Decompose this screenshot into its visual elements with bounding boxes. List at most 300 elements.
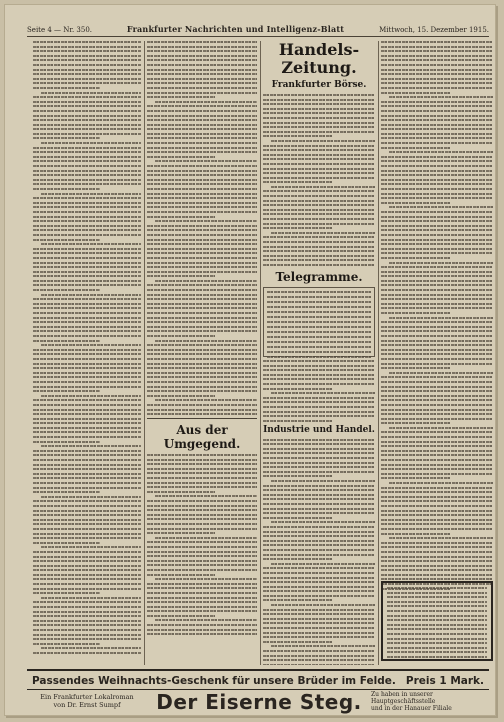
text-line — [381, 73, 493, 75]
text-line — [381, 413, 493, 415]
text-line — [263, 227, 332, 229]
text-line — [33, 147, 141, 149]
article-text — [33, 41, 141, 654]
text-line — [263, 613, 375, 615]
text-line — [263, 581, 375, 583]
text-line — [155, 220, 257, 222]
text-line — [33, 46, 141, 48]
text-line — [33, 220, 141, 222]
text-line — [263, 236, 375, 238]
text-line — [147, 284, 257, 286]
text-line — [147, 569, 257, 571]
text-line — [147, 381, 257, 383]
text-line — [381, 257, 450, 259]
text-line — [147, 463, 257, 465]
text-line — [147, 73, 257, 75]
column-rule — [378, 41, 379, 665]
text-line — [33, 454, 141, 456]
text-line — [381, 344, 493, 346]
text-line — [33, 533, 141, 535]
text-line — [381, 363, 493, 365]
text-line — [33, 638, 141, 640]
text-line — [33, 335, 141, 337]
text-line — [155, 280, 257, 282]
text-line — [147, 514, 257, 516]
text-line — [263, 218, 375, 220]
text-line — [147, 262, 257, 264]
text-line — [263, 411, 375, 413]
text-line — [263, 99, 375, 101]
text-line — [33, 652, 141, 654]
text-line — [33, 124, 141, 126]
text-line — [381, 197, 493, 199]
text-line — [33, 170, 141, 172]
banner-right-line-1: Zu haben in unserer Hauptgeschäftsstelle — [371, 691, 436, 705]
text-line — [263, 145, 375, 147]
text-line — [33, 601, 141, 603]
text-line — [381, 193, 493, 195]
text-line — [33, 303, 141, 305]
text-line — [381, 556, 493, 558]
text-line — [263, 200, 375, 202]
text-line — [33, 353, 141, 355]
text-line — [381, 284, 493, 286]
text-line — [263, 650, 375, 652]
text-line — [147, 294, 257, 296]
text-line — [263, 388, 332, 390]
text-line — [147, 629, 257, 631]
text-line — [263, 378, 375, 380]
text-line — [33, 372, 141, 374]
text-line — [387, 592, 487, 594]
text-line — [147, 69, 257, 71]
text-line — [33, 514, 141, 516]
text-line — [263, 168, 375, 170]
text-line — [33, 643, 100, 645]
text-line — [147, 358, 257, 360]
text-line — [381, 546, 493, 548]
text-line — [147, 206, 257, 208]
text-line — [381, 542, 493, 544]
text-line — [147, 560, 257, 562]
column-rule — [260, 41, 261, 665]
text-line — [33, 183, 141, 185]
text-line — [147, 386, 257, 388]
text-line — [263, 259, 375, 261]
text-line — [263, 108, 375, 110]
text-line — [263, 544, 375, 546]
advertisement-box — [381, 581, 493, 661]
text-line — [263, 401, 375, 403]
text-line — [33, 69, 141, 71]
text-line — [33, 179, 141, 181]
text-line — [381, 477, 450, 479]
newspaper-page — [4, 4, 496, 716]
text-line — [33, 574, 141, 576]
text-line — [33, 340, 100, 342]
text-line — [263, 609, 375, 611]
text-line — [33, 317, 141, 319]
text-line — [147, 193, 257, 195]
text-line — [381, 335, 493, 337]
text-line — [381, 202, 450, 204]
text-line — [147, 518, 257, 520]
text-line — [147, 468, 257, 470]
text-line — [381, 105, 493, 107]
text-line — [387, 605, 487, 607]
text-line — [147, 257, 257, 259]
text-line — [263, 204, 375, 206]
text-line — [147, 82, 257, 84]
text-line — [267, 321, 371, 323]
text-line — [381, 271, 493, 273]
text-line — [147, 174, 257, 176]
text-line — [33, 418, 141, 420]
text-line — [147, 78, 257, 80]
text-line — [263, 595, 375, 597]
article-text — [263, 360, 375, 422]
text-line — [381, 353, 493, 355]
text-line — [33, 151, 141, 153]
text-line — [263, 439, 375, 441]
text-line — [33, 409, 141, 411]
banner-left-text — [27, 694, 147, 709]
text-line — [33, 73, 141, 75]
text-line — [263, 112, 375, 114]
text-line — [33, 280, 141, 282]
text-line — [147, 610, 257, 612]
text-line — [387, 638, 487, 640]
text-line — [263, 554, 375, 556]
text-line — [147, 372, 257, 374]
text-line — [147, 363, 257, 365]
text-line — [147, 271, 257, 273]
text-line — [33, 239, 100, 241]
text-line — [33, 312, 141, 314]
text-line — [381, 303, 493, 305]
text-line — [155, 619, 257, 621]
text-line — [147, 624, 257, 626]
text-line — [381, 183, 493, 185]
text-line — [147, 546, 257, 548]
text-line — [263, 531, 375, 533]
text-line — [147, 505, 257, 507]
text-line — [147, 41, 257, 43]
text-line — [33, 206, 141, 208]
text-line — [381, 243, 493, 245]
column-4 — [381, 41, 493, 665]
text-line — [147, 119, 257, 121]
text-line — [33, 78, 141, 80]
text-line — [33, 101, 141, 103]
text-line — [33, 188, 100, 190]
text-line — [147, 528, 257, 530]
text-line — [147, 390, 257, 392]
text-line — [147, 583, 257, 585]
text-line — [263, 131, 375, 133]
text-line — [155, 578, 257, 580]
text-line — [263, 590, 375, 592]
text-line — [381, 464, 493, 466]
text-line — [155, 340, 257, 342]
text-line — [147, 409, 257, 411]
text-line — [267, 306, 371, 308]
text-line — [381, 220, 493, 222]
text-line — [389, 372, 493, 374]
text-line — [263, 462, 375, 464]
text-line — [263, 466, 375, 468]
text-line — [381, 239, 493, 241]
text-line — [381, 312, 450, 314]
text-line — [33, 615, 141, 617]
text-line — [33, 523, 141, 525]
banner-headline-text: Passendes Weihnachts-Geschenk für unsere Brüder im Felde. — [31, 675, 396, 687]
banner-price: Preis 1 Mark. — [405, 675, 485, 687]
text-line — [381, 165, 493, 167]
text-line — [33, 64, 141, 66]
text-line — [381, 147, 450, 149]
text-line — [33, 50, 141, 52]
text-line — [263, 177, 375, 179]
text-line — [155, 495, 257, 497]
text-line — [33, 620, 141, 622]
banner-title: Der Eiserne Steg. — [156, 689, 362, 714]
text-line — [33, 271, 141, 273]
text-line — [33, 386, 141, 388]
text-line — [33, 560, 141, 562]
text-line — [147, 64, 257, 66]
text-line — [147, 395, 215, 397]
text-line — [267, 331, 371, 333]
article-text — [147, 41, 257, 415]
text-line — [147, 147, 257, 149]
text-line — [381, 500, 493, 502]
text-line — [263, 397, 375, 399]
text-line — [381, 234, 493, 236]
text-line — [33, 404, 141, 406]
text-line — [41, 92, 141, 94]
text-line — [263, 655, 375, 657]
text-line — [33, 510, 141, 512]
text-line — [33, 399, 141, 401]
text-line — [147, 532, 215, 534]
text-line — [381, 64, 493, 66]
text-line — [381, 294, 493, 296]
text-line — [147, 317, 257, 319]
text-line — [147, 96, 215, 98]
text-line — [33, 262, 141, 264]
text-line — [147, 234, 257, 236]
text-line — [41, 142, 141, 144]
text-line — [33, 211, 141, 213]
text-line — [147, 615, 215, 617]
text-line — [271, 521, 375, 523]
page-number: Seite 4 — Nr. 350. — [27, 26, 92, 34]
subheading-telegramme: Telegramme. — [275, 269, 363, 284]
article-text — [263, 439, 375, 665]
text-line — [387, 596, 487, 598]
text-line — [263, 535, 375, 537]
text-line — [147, 110, 257, 112]
text-line — [33, 436, 141, 438]
text-line — [33, 307, 141, 309]
text-line — [147, 170, 257, 172]
text-line — [381, 128, 493, 130]
text-line — [381, 307, 493, 309]
text-line — [381, 367, 450, 369]
text-line — [147, 592, 257, 594]
text-line — [147, 55, 257, 57]
text-line — [381, 78, 493, 80]
text-line — [147, 266, 257, 268]
text-line — [271, 186, 375, 188]
text-line — [263, 485, 375, 487]
text-line — [263, 209, 375, 211]
text-line — [147, 59, 257, 61]
text-line — [33, 542, 100, 544]
text-line — [381, 404, 493, 406]
text-line — [271, 480, 375, 482]
text-line — [33, 87, 100, 89]
text-line — [263, 420, 332, 422]
text-line — [381, 110, 493, 112]
text-line — [263, 117, 375, 119]
text-line — [41, 395, 141, 397]
text-line — [263, 360, 375, 362]
text-line — [147, 477, 257, 479]
text-line — [33, 82, 141, 84]
text-line — [389, 151, 493, 153]
stock-table — [263, 287, 375, 357]
text-line — [263, 512, 375, 514]
text-line — [381, 160, 493, 162]
text-line — [381, 395, 493, 397]
text-line — [33, 363, 141, 365]
text-line — [155, 537, 257, 539]
text-line — [381, 119, 493, 121]
text-line — [381, 574, 493, 576]
text-line — [381, 46, 493, 48]
text-line — [147, 491, 215, 493]
text-line — [387, 587, 487, 589]
text-line — [267, 351, 371, 353]
text-line — [381, 386, 493, 388]
text-line — [33, 96, 141, 98]
text-line — [267, 291, 371, 293]
text-line — [381, 399, 493, 401]
text-line — [381, 459, 493, 461]
text-line — [33, 349, 141, 351]
text-line — [381, 55, 493, 57]
text-line — [381, 349, 493, 351]
text-line — [263, 641, 332, 643]
text-line — [381, 87, 493, 89]
text-line — [381, 124, 493, 126]
text-line — [267, 326, 371, 328]
text-line — [41, 243, 141, 245]
text-line — [33, 565, 141, 567]
text-line — [381, 115, 493, 117]
column-1 — [33, 41, 141, 665]
text-line — [387, 610, 487, 612]
text-line — [147, 551, 257, 553]
article-text — [381, 41, 493, 590]
banner-right-line-2: und in der Hanauer Filiale — [371, 705, 452, 712]
text-line — [381, 496, 493, 498]
banner-body — [27, 689, 489, 713]
text-line — [263, 599, 332, 601]
text-line — [263, 415, 375, 417]
text-line — [267, 336, 371, 338]
text-line — [33, 634, 141, 636]
text-line — [263, 517, 332, 519]
text-line — [263, 526, 375, 528]
text-line — [155, 160, 257, 162]
text-line — [33, 468, 141, 470]
text-line — [147, 197, 257, 199]
text-line — [381, 519, 493, 521]
text-line — [147, 151, 257, 153]
text-line — [33, 55, 141, 57]
text-line — [147, 50, 257, 52]
subheading-boerse: Frankfurter Börse. — [271, 80, 367, 90]
text-line — [33, 248, 141, 250]
text-line — [33, 156, 141, 158]
text-line — [147, 459, 257, 461]
text-line — [263, 264, 375, 266]
text-line — [147, 133, 257, 135]
text-line — [381, 170, 493, 172]
text-line — [381, 92, 450, 94]
text-line — [387, 615, 487, 617]
text-line — [389, 317, 493, 319]
text-line — [147, 216, 215, 218]
text-line — [381, 528, 493, 530]
text-line — [263, 149, 375, 151]
text-line — [33, 551, 141, 553]
text-line — [263, 163, 375, 165]
text-line — [147, 298, 257, 300]
text-line — [147, 321, 257, 323]
text-line — [263, 664, 375, 665]
text-line — [33, 202, 141, 204]
text-line — [33, 165, 141, 167]
column-rule — [144, 41, 145, 665]
text-line — [381, 441, 493, 443]
article-text — [147, 454, 257, 635]
text-line — [147, 239, 257, 241]
text-line — [387, 633, 487, 635]
text-line — [33, 537, 141, 539]
text-line — [271, 563, 375, 565]
text-line — [147, 248, 257, 250]
text-line — [147, 202, 257, 204]
text-line — [147, 472, 257, 474]
text-line — [381, 418, 493, 420]
text-line — [147, 326, 257, 328]
text-line — [147, 211, 257, 213]
text-line — [33, 321, 141, 323]
text-line — [147, 344, 257, 346]
text-line — [263, 475, 332, 477]
text-line — [381, 50, 493, 52]
banner-advertisement — [27, 669, 489, 714]
text-line — [41, 445, 141, 447]
text-line — [263, 489, 375, 491]
text-line — [381, 321, 493, 323]
text-line — [263, 122, 375, 124]
text-line — [33, 298, 141, 300]
